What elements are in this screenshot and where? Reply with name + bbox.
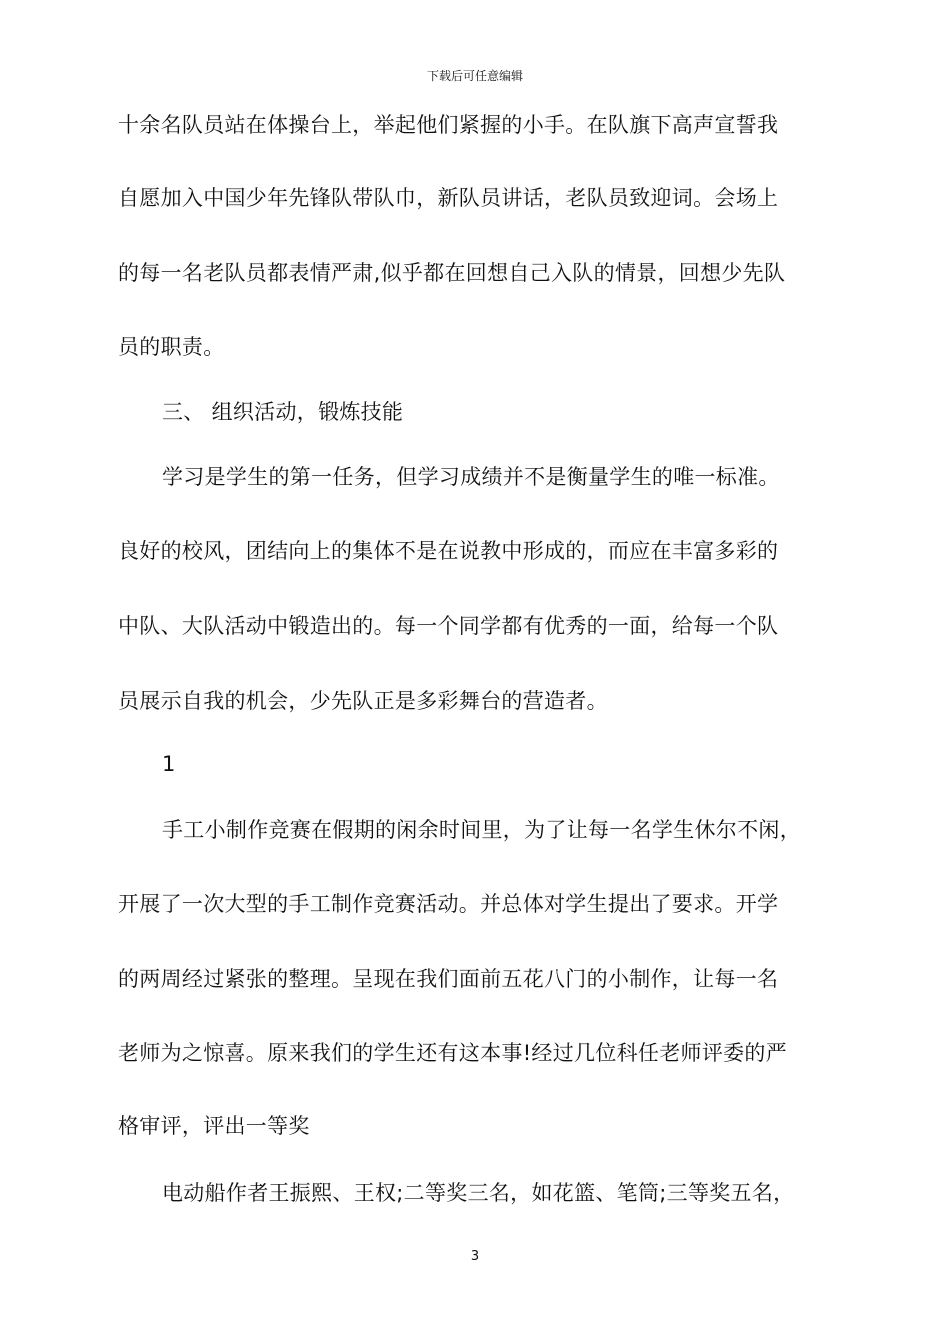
body-line-16: 电动船作者王振熙、王权;二等奖三名，如花篮、笔筒;三等奖五名， [162,1181,795,1205]
body-line-8: 中队、大队活动中锻造出的。每一个同学都有优秀的一面，给每一个队 [118,614,779,638]
body-line-9: 员展示自我的机会，少先队正是多彩舞台的营造者。 [118,689,608,713]
body-line-13: 的两周经过紧张的整理。呈现在我们面前五花八门的小制作，让每一名 [118,967,779,991]
body-line-2: 自愿加入中国少年先锋队带队巾，新队员讲话，老队员致迎词。会场上 [118,186,779,210]
body-line-12: 开展了一次大型的手工制作竞赛活动。并总体对学生提出了要求。开学 [118,892,779,916]
page-header: 下载后可任意编辑 [426,69,523,83]
section-heading: 三、 组织活动，锻炼技能 [162,400,404,424]
body-line-11: 手工小制作竞赛在假期的闲余时间里，为了让每一名学生休尔不闲， [162,818,801,842]
page-number: 3 [470,1249,480,1264]
body-line-4: 员的职责。 [118,335,225,359]
body-line-3: 的每一名老队员都表情严肃,似乎都在回想自己入队的情景，回想少先队 [118,261,786,285]
body-line-6: 学习是学生的第一任务，但学习成绩并不是衡量学生的唯一标准。 [162,465,780,489]
list-number: 1 [162,752,176,776]
body-line-1: 十余名队员站在体操台上，举起他们紧握的小手。在队旗下高声宣誓我 [118,113,779,137]
body-line-15: 格审评，评出一等奖 [118,1114,310,1138]
body-line-14: 老师为之惊喜。原来我们的学生还有这本事!经过几位科任老师评委的严 [118,1041,788,1065]
body-line-7: 良好的校风，团结向上的集体不是在说教中形成的，而应在丰富多彩的 [118,539,779,563]
